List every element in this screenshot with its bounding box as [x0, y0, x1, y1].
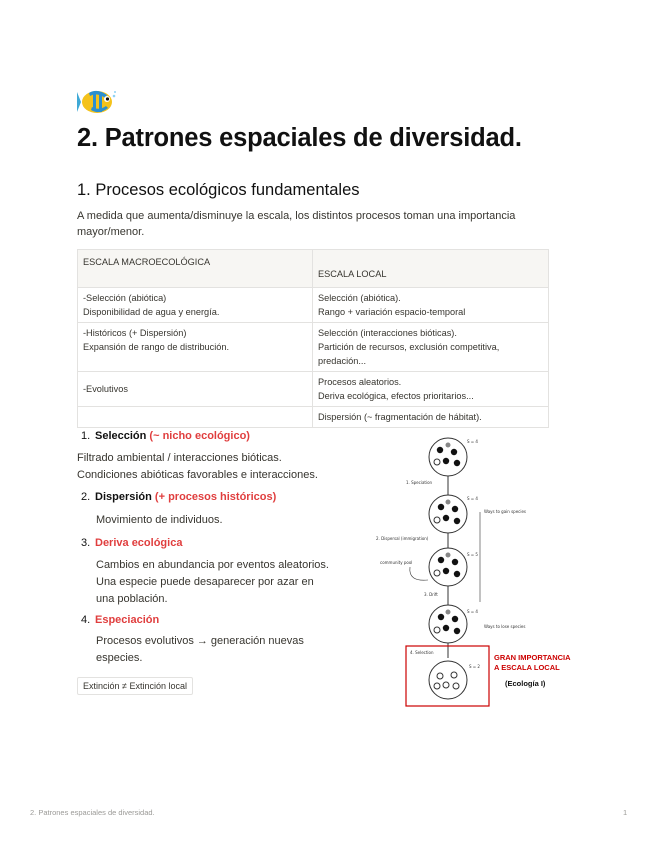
- svg-text:2. Dispersal (immigration): 2. Dispersal (immigration): [376, 536, 429, 541]
- table-cell: -Históricos (+ Dispersión) Expansión de rango de distribución.: [78, 323, 313, 372]
- table-cell: [78, 407, 313, 428]
- list-item-description: Cambios en abundancia por eventos aleatorios. Una especie puede desaparecer por azar en una población.: [96, 559, 329, 605]
- section-heading: 1. Procesos ecológicos fundamentales: [77, 181, 360, 199]
- community-assembly-diagram: [370, 432, 590, 712]
- table-header: ESCALA MACROECOLÓGICA: [78, 250, 313, 288]
- inline-code: Extinción ≠ Extinción local: [77, 677, 193, 695]
- table-header: ESCALA LOCAL: [313, 250, 549, 288]
- table-row: [78, 323, 549, 372]
- community-circle: [429, 661, 467, 699]
- table-cell: -Evolutivos: [78, 372, 313, 407]
- table-cell: Procesos aleatorios. Deriva ecológica, efectos prioritarios...: [313, 372, 549, 407]
- svg-text:S = 4: S = 4: [467, 439, 478, 444]
- scales-table: [77, 249, 549, 428]
- table-row: [78, 372, 549, 407]
- svg-text:(Ecología I): (Ecología I): [505, 679, 546, 688]
- footer-page-number: 1: [623, 808, 628, 817]
- fish-icon: [77, 86, 117, 118]
- table-cell: Dispersión (~ fragmentación de hábitat).: [313, 407, 549, 428]
- page-title: 2. Patrones espaciales de diversidad.: [77, 124, 522, 152]
- svg-text:S = 4: S = 4: [467, 496, 478, 501]
- list-item-description: Procesos evolutivos → generación nuevas especies.: [96, 635, 304, 664]
- footer-title: 2. Patrones espaciales de diversidad.: [30, 808, 155, 817]
- svg-text:GRAN IMPORTANCIA: GRAN IMPORTANCIA: [494, 653, 571, 662]
- list-item-description: Filtrado ambiental / interacciones bióticas. Condiciones abióticas favorables e interacciones.: [77, 452, 318, 481]
- community-circle: [429, 548, 467, 586]
- svg-text:1. Speciation: 1. Speciation: [406, 480, 433, 485]
- svg-text:S = 4: S = 4: [467, 609, 478, 614]
- list-item: 3. Deriva ecológica: [81, 537, 183, 549]
- svg-text:Ways to lose species: Ways to lose species: [484, 624, 526, 629]
- community-circle: [429, 438, 467, 476]
- svg-text:community pool: community pool: [380, 560, 413, 565]
- table-cell: Selección (interacciones bióticas). Partición de recursos, exclusión competitiva, predación...: [313, 323, 549, 372]
- table-cell: -Selección (abiótica) Disponibilidad de agua y energía.: [78, 288, 313, 323]
- list-item: 2. Dispersión (+ procesos históricos): [81, 491, 277, 503]
- table-row: [78, 288, 549, 323]
- svg-text:Ways to gain species: Ways to gain species: [484, 509, 527, 514]
- table-header-row: [78, 250, 549, 288]
- svg-text:S = 2: S = 2: [469, 664, 480, 669]
- svg-text:A ESCALA LOCAL: A ESCALA LOCAL: [494, 663, 560, 672]
- svg-text:S = 5: S = 5: [467, 552, 478, 557]
- list-item: 4. Especiación: [81, 614, 160, 626]
- table-cell: Selección (abiótica). Rango + variación espacio-temporal: [313, 288, 549, 323]
- list-item: 1. Selección (~ nicho ecológico): [81, 430, 250, 442]
- list-item-description: Movimiento de individuos.: [96, 514, 223, 526]
- intro-paragraph: A medida que aumenta/disminuye la escala, los distintos procesos toman una importancia mayor/menor.: [77, 210, 516, 238]
- community-circle: [429, 495, 467, 533]
- table-row: [78, 407, 549, 428]
- svg-text:3. Drift: 3. Drift: [424, 592, 438, 597]
- svg-text:4. Selection: 4. Selection: [410, 650, 434, 655]
- community-circle: [429, 605, 467, 643]
